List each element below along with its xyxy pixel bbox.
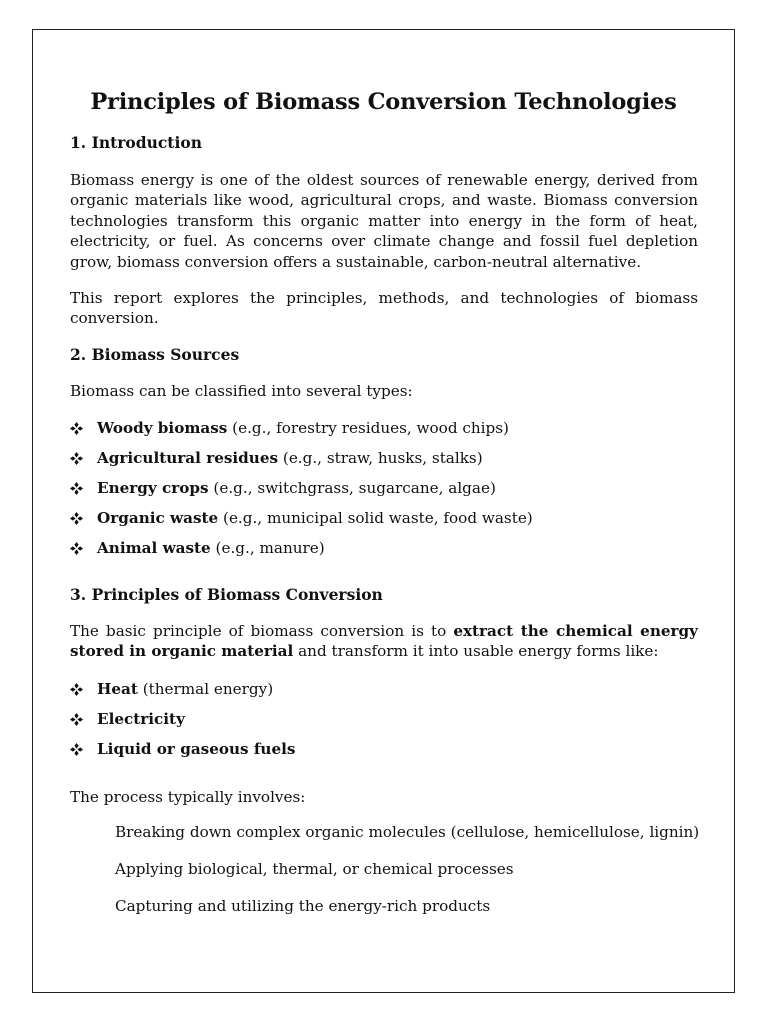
energy-forms-list <box>70 679 710 769</box>
list-item <box>70 538 710 568</box>
intro-paragraph-1: Biomass energy is one of the oldest sources of renewable energy, derived from organic materials like wood, agricultural crops, and waste. Biomass conversion technologies transform this organic matter into energy in the form of heat, electricity, or fuel. As concerns over climate change and fossil fuel depletion grow, biomass conversion offers a sustainable, carbon-neutral alternative. <box>70 171 698 271</box>
diamond-bullet-icon <box>70 713 83 726</box>
diamond-bullet-icon <box>70 512 83 525</box>
list-item: Applying biological, thermal, or chemical processes <box>115 860 514 878</box>
intro-paragraph-2: This report explores the principles, methods, and technologies of biomass conversion. <box>70 289 698 328</box>
list-item: Breaking down complex organic molecules (cellulose, hemicellulose, lignin) <box>115 823 700 841</box>
bullet-term: Heat <box>97 680 138 698</box>
principle-paragraph <box>70 621 698 662</box>
bullet-detail: (e.g., straw, husks, stalks) <box>278 449 483 467</box>
bullet-term: Woody biomass <box>97 419 228 437</box>
section-heading-biomass-sources: 2. Biomass Sources <box>70 345 240 364</box>
sources-intro: Biomass can be classified into several types: <box>70 382 413 400</box>
list-item <box>70 709 710 739</box>
list-item: Capturing and utilizing the energy-rich products <box>115 897 491 915</box>
bullet-detail: (e.g., forestry residues, wood chips) <box>227 419 509 437</box>
diamond-bullet-icon <box>70 743 83 756</box>
list-item <box>70 508 710 538</box>
bullet-term: Energy crops <box>97 479 209 497</box>
bullet-term: Animal waste <box>97 539 211 557</box>
bullet-detail: (thermal energy) <box>137 680 274 698</box>
section-heading-principles: 3. Principles of Biomass Conversion <box>70 585 383 604</box>
list-item <box>70 448 710 478</box>
biomass-types-list <box>70 418 710 568</box>
process-intro: The process typically involves: <box>70 788 306 806</box>
diamond-bullet-icon <box>70 542 83 555</box>
diamond-bullet-icon <box>70 452 83 465</box>
bullet-term: Electricity <box>97 710 185 728</box>
process-steps-list <box>115 822 735 933</box>
bullet-term: Organic waste <box>97 509 219 527</box>
bullet-term: Agricultural residues <box>97 449 279 467</box>
principle-text-emphasis: extract the chemical energy stored in organic material <box>70 622 698 661</box>
bullet-detail: (e.g., switchgrass, sugarcane, algae) <box>208 479 496 497</box>
diamond-bullet-icon <box>70 482 83 495</box>
principle-text-end: and transform it into usable energy forms like: <box>293 642 659 661</box>
bullet-detail: (e.g., municipal solid waste, food waste) <box>218 509 533 527</box>
list-item <box>70 679 710 709</box>
diamond-bullet-icon <box>70 683 83 696</box>
principle-text-start: The basic principle of biomass conversion is to <box>70 622 454 640</box>
list-item <box>70 418 710 448</box>
diamond-bullet-icon <box>70 422 83 435</box>
bullet-detail: (e.g., manure) <box>210 539 325 557</box>
list-item <box>70 739 710 769</box>
section-heading-introduction: 1. Introduction <box>70 133 202 152</box>
document-title: Principles of Biomass Conversion Technologies <box>90 89 677 115</box>
bullet-term: Liquid or gaseous fuels <box>97 740 296 758</box>
list-item <box>70 478 710 508</box>
